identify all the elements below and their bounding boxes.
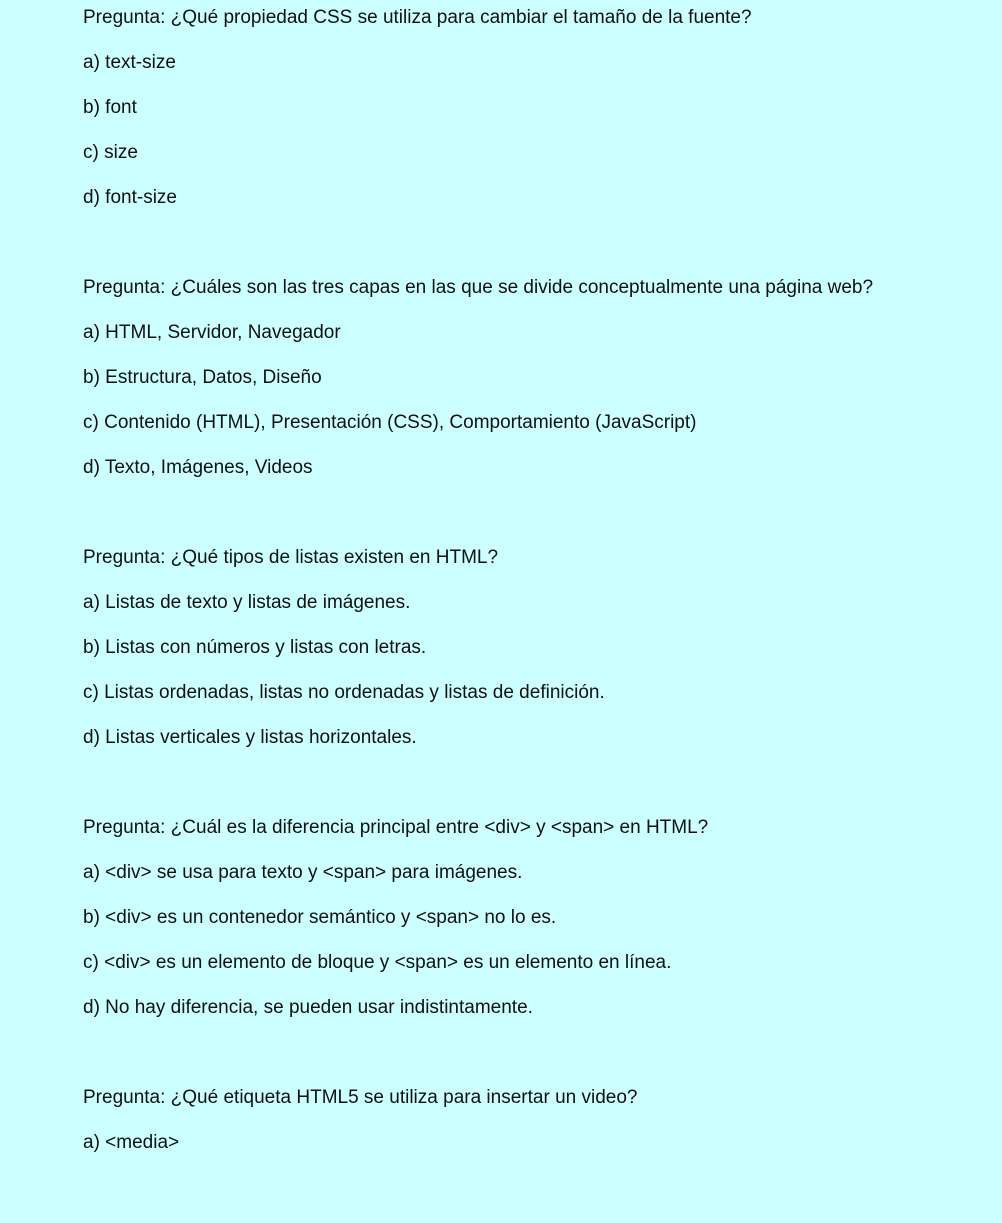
answer-option-c: c) <div> es un elemento de bloque y <span> es un elemento en línea. (83, 952, 672, 973)
question-block (83, 540, 983, 810)
question-text: Pregunta: ¿Qué tipos de listas existen en HTML? (83, 547, 499, 568)
answer-option-d: d) Listas verticales y listas horizontales. (83, 727, 417, 748)
answer-option-a: a) <div> se usa para texto y <span> para imágenes. (83, 862, 523, 883)
block-spacer (83, 765, 983, 810)
block-spacer (83, 1035, 983, 1080)
question-text: Pregunta: ¿Qué etiqueta HTML5 se utiliza para insertar un video? (83, 1087, 638, 1108)
block-spacer (83, 225, 983, 270)
answer-option-b: b) <div> es un contenedor semántico y <span> no lo es. (83, 907, 557, 928)
question-text: Pregunta: ¿Qué propiedad CSS se utiliza para cambiar el tamaño de la fuente? (83, 7, 752, 28)
question-text: Pregunta: ¿Cuál es la diferencia principal entre <div> y <span> en HTML? (83, 817, 709, 838)
answer-option-d: d) Texto, Imágenes, Videos (83, 457, 313, 478)
answer-option-d: d) No hay diferencia, se pueden usar indistintamente. (83, 997, 533, 1018)
answer-option-b: b) Estructura, Datos, Diseño (83, 367, 322, 388)
answer-option-c: c) Contenido (HTML), Presentación (CSS), Comportamiento (JavaScript) (83, 412, 697, 433)
quiz-document (83, 0, 983, 1170)
answer-option-b: b) Listas con números y listas con letras. (83, 637, 427, 658)
answer-option-c: c) Listas ordenadas, listas no ordenadas y listas de definición. (83, 682, 605, 703)
question-block (83, 0, 983, 270)
question-block (83, 810, 983, 1080)
question-block (83, 1080, 983, 1170)
question-text: Pregunta: ¿Cuáles son las tres capas en las que se divide conceptualmente una página web? (83, 277, 874, 298)
block-spacer (83, 495, 983, 540)
answer-option-a: a) Listas de texto y listas de imágenes. (83, 592, 411, 613)
answer-option-a: a) text-size (83, 52, 176, 73)
answer-option-d: d) font-size (83, 187, 177, 208)
question-block (83, 270, 983, 540)
answer-option-a: a) <media> (83, 1132, 180, 1153)
answer-option-b: b) font (83, 97, 137, 118)
answer-option-a: a) HTML, Servidor, Navegador (83, 322, 341, 343)
answer-option-c: c) size (83, 142, 138, 163)
